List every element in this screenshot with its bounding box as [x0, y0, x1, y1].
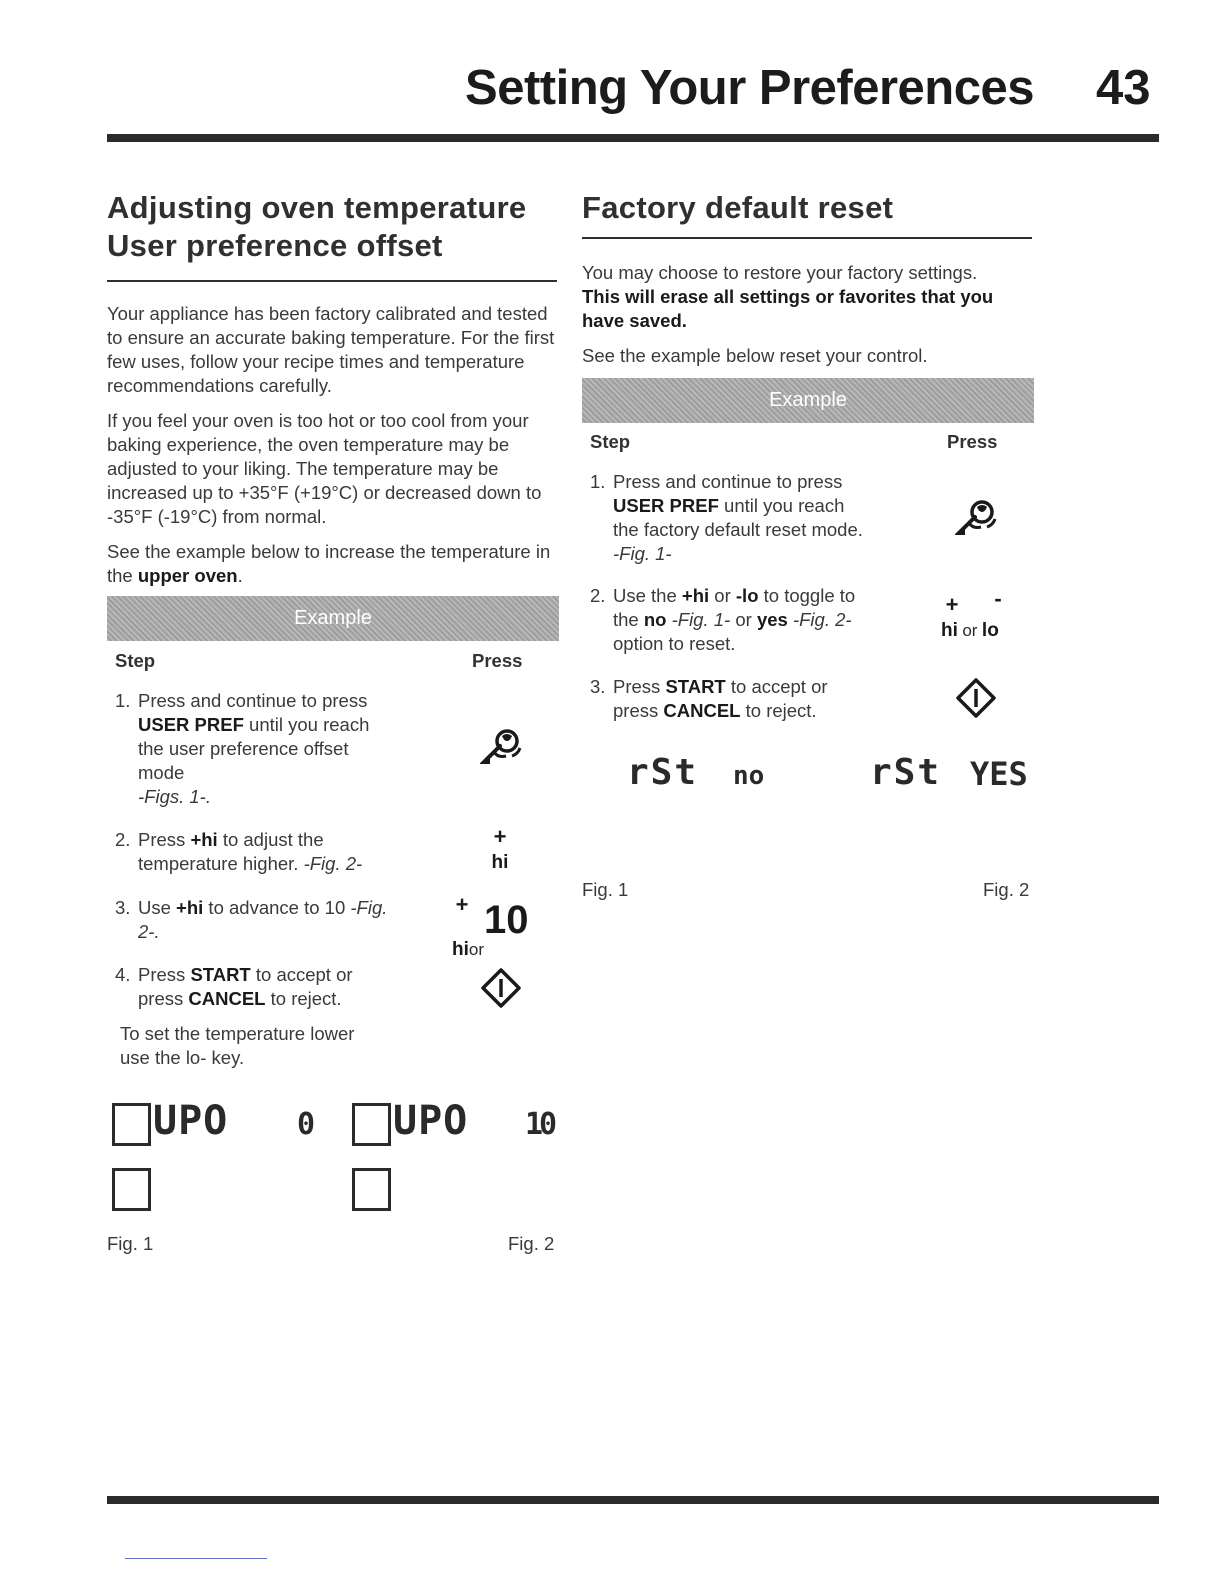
left-section-title	[107, 189, 526, 265]
left-para2: If you feel your oven is too hot or too cool from your baking experience, the oven temperature may be adjusted to your liking. The temperature may be increased up to +35°F (+19°C) or decreased down to -35°F (-19°C) from normal.	[107, 410, 542, 527]
step-line	[138, 987, 353, 1011]
start-key: START	[190, 964, 251, 985]
step-text: until you reach	[243, 714, 370, 735]
step-text: to adjust the	[217, 829, 324, 850]
left-example-bar: Example	[107, 596, 559, 641]
step-text: until you reach	[718, 495, 845, 516]
lcd-value-no: no	[733, 761, 765, 791]
left-press-header: Press	[472, 650, 523, 671]
left-para3	[107, 540, 559, 588]
right-step-1	[590, 470, 910, 570]
step-text: to reject.	[265, 988, 342, 1009]
right-step-3	[590, 675, 920, 725]
fig-reference: -Fig. 1-	[613, 543, 672, 564]
left-step-header: Step	[115, 650, 156, 671]
lcd-display-upo: UPO	[153, 1098, 229, 1144]
step-line: Press and continue to press	[613, 471, 843, 492]
lo-key: -lo	[735, 585, 759, 606]
right-section-rule	[582, 237, 1032, 239]
left-para1: Your appliance has been factory calibrated and tested to ensure an accurate baking temperature. For the first few uses, follow your recipe times and temperature recommendations carefully.	[107, 303, 555, 396]
minus-key-label: -	[994, 586, 1002, 611]
plus-key-label: +	[455, 892, 469, 917]
step-line	[613, 584, 855, 608]
right-step-2	[590, 584, 930, 659]
step-text: temperature higher.	[138, 853, 304, 874]
step-text: Press	[138, 829, 191, 850]
footer-rule	[107, 1496, 1159, 1504]
fig-reference: -Fig. 2-	[787, 609, 852, 630]
left-step-3	[115, 896, 445, 946]
step-line: the user preference offset	[138, 738, 349, 759]
right-example-bar: Example	[582, 378, 1034, 423]
step-number: 1.	[115, 690, 131, 711]
step-line: Press and continue to press	[138, 690, 368, 711]
fig-reference: -Figs. 1-.	[138, 786, 211, 807]
step-text: to accept or	[250, 964, 353, 985]
left-step-1	[115, 689, 435, 809]
fig-reference: -Fig. 1-	[666, 609, 731, 630]
fig1-label: Fig. 1	[582, 879, 629, 900]
left-step-4	[115, 963, 445, 1013]
note-line: use the lo- key.	[120, 1047, 245, 1068]
step-line	[138, 828, 362, 852]
step-number: 4.	[115, 964, 131, 985]
step-text: press	[138, 988, 189, 1009]
hi-key-label: hi	[941, 620, 958, 641]
right-step-header: Step	[590, 431, 631, 452]
wrench-icon	[955, 497, 999, 537]
lcd-value-yes: YES	[970, 755, 1028, 793]
fig1-label: Fig. 1	[107, 1233, 154, 1254]
hi-key-label: hi	[491, 852, 509, 873]
start-icon	[481, 968, 521, 1008]
right-warning: This will erase all settings or favorites that you have saved.	[582, 286, 994, 331]
step-line: option to reset.	[613, 633, 736, 654]
step-text: to reject.	[740, 700, 817, 721]
page-number: 43	[1096, 61, 1151, 115]
step-line	[138, 852, 362, 876]
step-text: to toggle to	[758, 585, 856, 606]
step-text: Use	[138, 897, 177, 918]
step-line	[613, 494, 863, 518]
step-text: the	[613, 609, 644, 630]
step-text: or	[730, 609, 757, 630]
step-line	[138, 713, 369, 737]
note-line: To set the temperature lower	[120, 1023, 355, 1044]
step-line	[138, 896, 387, 920]
left-section-rule	[107, 280, 557, 282]
right-intro	[582, 261, 1034, 368]
lcd-display-rst: rSt	[627, 752, 699, 793]
lcd-display-upo: UPO	[393, 1098, 469, 1144]
page-title: Setting Your Preferences	[465, 61, 1034, 115]
lcd-indicator-box	[352, 1103, 391, 1146]
hi-key: +hi	[190, 829, 218, 850]
ten-value: 10	[484, 898, 529, 942]
left-title-line1: Adjusting oven temperature	[107, 190, 527, 225]
no-option: no	[643, 609, 667, 630]
yes-option: yes	[756, 609, 788, 630]
start-key: START	[665, 676, 726, 697]
lcd-indicator-box	[352, 1168, 391, 1211]
fig-reference: 2-.	[138, 921, 160, 942]
hi-key: +hi	[176, 897, 204, 918]
hi-or-10-label	[452, 898, 529, 960]
right-section-title: Factory default reset	[582, 190, 894, 225]
user-pref-key: USER PREF	[138, 714, 244, 735]
fig-reference: -Fig.	[350, 897, 388, 918]
step-number: 2.	[590, 585, 606, 606]
step-number: 1.	[590, 471, 606, 492]
or-text: or	[468, 940, 485, 959]
right-para2: See the example below reset your control.	[582, 345, 928, 366]
hi-key-label: hi	[452, 939, 469, 960]
step-text: or	[709, 585, 736, 606]
lcd-value-10: 10	[525, 1107, 554, 1142]
step-line	[613, 608, 855, 632]
plus-key-label: +	[493, 824, 507, 849]
lo-key-label: lo	[981, 620, 999, 641]
cancel-key: CANCEL	[188, 988, 266, 1009]
lcd-value-0: 0	[297, 1107, 316, 1142]
left-note	[120, 1022, 440, 1070]
left-step-2	[115, 828, 445, 878]
step-text: to advance to 10	[203, 897, 351, 918]
fig2-label: Fig. 2	[983, 879, 1030, 900]
left-intro	[107, 302, 559, 599]
hi-key: +hi	[681, 585, 710, 606]
user-pref-key: USER PREF	[613, 495, 719, 516]
left-title-line2: User preference offset	[107, 228, 443, 263]
hi-or-lo-label	[941, 620, 999, 642]
step-number: 2.	[115, 829, 131, 850]
wrench-icon	[480, 726, 524, 766]
step-line	[613, 699, 828, 723]
fig-reference: -Fig. 2-	[303, 853, 363, 874]
or-text: or	[962, 621, 978, 640]
right-para1: You may choose to restore your factory settings.	[582, 262, 978, 283]
plus-key-label: +	[945, 592, 959, 617]
cancel-key: CANCEL	[663, 700, 741, 721]
step-line: mode	[138, 762, 185, 783]
right-press-header: Press	[947, 431, 998, 452]
step-text: press	[613, 700, 664, 721]
step-line	[613, 675, 828, 699]
step-number: 3.	[590, 676, 606, 697]
fig2-label: Fig. 2	[508, 1233, 555, 1254]
start-icon	[956, 678, 996, 718]
step-line	[138, 963, 353, 987]
left-para3-bold: upper oven	[137, 565, 238, 586]
step-number: 3.	[115, 897, 131, 918]
step-text: Use the	[613, 585, 682, 606]
step-text: Press	[138, 964, 191, 985]
lcd-display-rst: rSt	[870, 752, 942, 793]
left-para3-suffix: .	[237, 565, 243, 586]
lcd-indicator-box	[112, 1168, 151, 1211]
step-text: to accept or	[725, 676, 828, 697]
header-rule	[107, 134, 1159, 142]
step-text: Press	[613, 676, 666, 697]
footer-link-line	[125, 1558, 267, 1559]
step-line: the factory default reset mode.	[613, 519, 863, 540]
left-para3-prefix: See the example below to increase the temperature in the	[107, 541, 551, 586]
lcd-indicator-box	[112, 1103, 151, 1146]
